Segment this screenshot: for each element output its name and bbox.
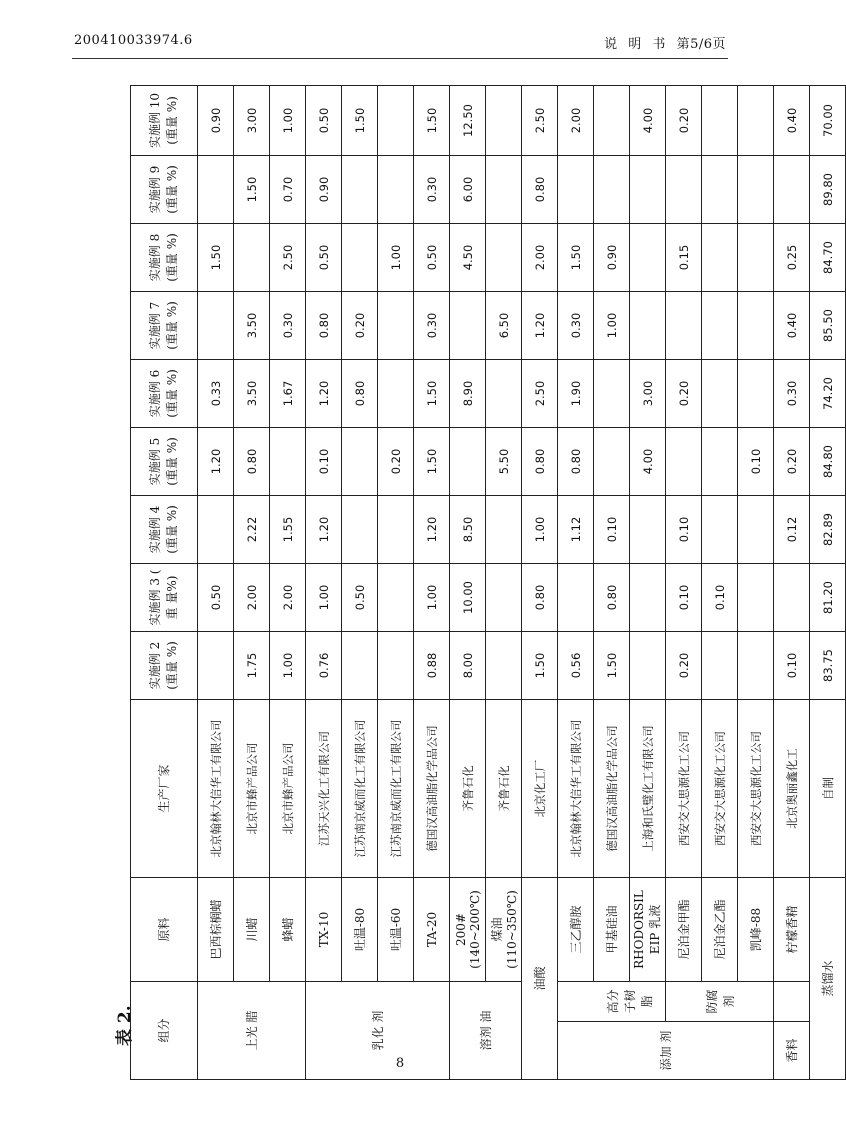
value-cell	[270, 427, 306, 495]
value-cell: 1.00	[414, 563, 450, 631]
value-cell: 3.50	[234, 359, 270, 427]
value-cell: 3.00	[630, 359, 666, 427]
material-cell: 柠檬香精	[774, 877, 810, 981]
value-cell: 0.10	[306, 427, 342, 495]
manufacturer-cell: 齐鲁石化	[486, 699, 522, 877]
value-cell: 1.50	[414, 359, 450, 427]
value-cell: 0.10	[666, 495, 702, 563]
value-cell: 8.90	[450, 359, 486, 427]
page-header-right: 说 明 书 第5/6页	[604, 37, 726, 52]
value-cell: 4.50	[450, 223, 486, 291]
header-example-9: 实施例 9 (重量 %)	[131, 155, 198, 223]
table-row	[270, 85, 306, 1079]
table-row	[774, 85, 810, 1079]
value-cell: 0.80	[558, 427, 594, 495]
value-cell: 74.20	[810, 359, 846, 427]
value-cell: 0.70	[270, 155, 306, 223]
material-cell: 200#(140~200℃)	[450, 877, 486, 981]
value-cell: 1.20	[306, 495, 342, 563]
table-header-row	[131, 85, 198, 1079]
value-cell: 81.20	[810, 563, 846, 631]
value-cell: 1.50	[342, 85, 378, 155]
value-cell: 0.50	[342, 563, 378, 631]
value-cell	[738, 631, 774, 699]
value-cell	[486, 631, 522, 699]
value-cell: 0.90	[306, 155, 342, 223]
manufacturer-cell: 江苏天兴化工有限公司	[306, 699, 342, 877]
value-cell	[630, 631, 666, 699]
value-cell: 0.15	[666, 223, 702, 291]
value-cell	[702, 223, 738, 291]
manufacturer-cell: 西安交大思源化工公司	[738, 699, 774, 877]
value-cell	[378, 291, 414, 359]
value-cell	[486, 359, 522, 427]
manufacturer-cell: 上海和氏璧化工有限公司	[630, 699, 666, 877]
value-cell	[378, 85, 414, 155]
value-cell	[630, 495, 666, 563]
value-cell: 4.00	[630, 427, 666, 495]
group-oleic-acid: 油酸	[522, 877, 558, 1079]
manufacturer-cell: 北京奥丽鑫化工	[774, 699, 810, 877]
manufacturer-cell: 西安交大思源化工公司	[702, 699, 738, 877]
value-cell	[774, 155, 810, 223]
manufacturer-cell: 北京市蜂产品公司	[234, 699, 270, 877]
manufacturer-cell: 北京翰林大信华工有限公司	[198, 699, 234, 877]
value-cell: 0.33	[198, 359, 234, 427]
subgroup-blank	[558, 981, 594, 1021]
manufacturer-cell: 北京翰林大信华工有限公司	[558, 699, 594, 877]
value-cell	[702, 85, 738, 155]
header-example-2: 实施例 2 (重量 %)	[131, 631, 198, 699]
value-cell: 0.80	[594, 563, 630, 631]
value-cell	[702, 427, 738, 495]
value-cell	[486, 563, 522, 631]
manufacturer-cell: 江苏南京威而化工有限公司	[342, 699, 378, 877]
value-cell: 0.25	[774, 223, 810, 291]
value-cell	[738, 495, 774, 563]
value-cell	[198, 155, 234, 223]
value-cell	[594, 85, 630, 155]
value-cell: 0.56	[558, 631, 594, 699]
value-cell: 0.80	[234, 427, 270, 495]
value-cell: 0.20	[342, 291, 378, 359]
value-cell: 2.50	[522, 359, 558, 427]
header-example-7: 实施例 7 (重量 %)	[131, 291, 198, 359]
material-cell: 尼泊金乙酯	[702, 877, 738, 981]
value-cell: 8.50	[450, 495, 486, 563]
value-cell	[342, 495, 378, 563]
material-cell: 吐温-80	[342, 877, 378, 981]
header-component: 组分	[131, 981, 198, 1079]
material-cell: TX-10	[306, 877, 342, 981]
header-example-3: 实施例 3 ( 重 量%)	[131, 563, 198, 631]
value-cell: 0.80	[342, 359, 378, 427]
value-cell	[666, 155, 702, 223]
group-additive: 添加 剂	[558, 1022, 774, 1080]
value-cell	[666, 427, 702, 495]
value-cell	[666, 291, 702, 359]
value-cell: 1.50	[522, 631, 558, 699]
value-cell: 8.00	[450, 631, 486, 699]
table-row	[342, 85, 378, 1079]
value-cell	[630, 563, 666, 631]
value-cell: 0.30	[270, 291, 306, 359]
material-cell: 尼泊金甲酯	[666, 877, 702, 981]
formulation-table	[130, 85, 846, 1080]
subgroup-polymer-resin: 高分 子树 脂	[594, 981, 666, 1021]
value-cell: 1.00	[594, 291, 630, 359]
value-cell: 1.00	[306, 563, 342, 631]
value-cell: 0.10	[738, 427, 774, 495]
value-cell	[198, 631, 234, 699]
value-cell	[594, 155, 630, 223]
material-cell: 三乙醇胺	[558, 877, 594, 981]
table-row	[702, 85, 738, 1079]
header-example-8: 实施例 8 (重量 %)	[131, 223, 198, 291]
value-cell: 1.50	[414, 427, 450, 495]
group-distilled-water: 蒸馏水	[810, 877, 846, 1079]
header-material: 原料	[131, 877, 198, 981]
value-cell: 2.00	[270, 563, 306, 631]
value-cell	[702, 359, 738, 427]
value-cell	[594, 427, 630, 495]
value-cell: 0.10	[666, 563, 702, 631]
value-cell: 4.00	[630, 85, 666, 155]
value-cell: 1.67	[270, 359, 306, 427]
value-cell: 0.50	[306, 223, 342, 291]
table-row	[414, 85, 450, 1079]
value-cell: 2.00	[558, 85, 594, 155]
value-cell: 70.00	[810, 85, 846, 155]
value-cell: 0.10	[702, 563, 738, 631]
value-cell: 1.20	[522, 291, 558, 359]
value-cell: 5.50	[486, 427, 522, 495]
value-cell: 1.00	[270, 631, 306, 699]
value-cell: 1.75	[234, 631, 270, 699]
manufacturer-cell: 自制	[810, 699, 846, 877]
value-cell	[738, 155, 774, 223]
value-cell: 0.76	[306, 631, 342, 699]
value-cell: 0.30	[414, 155, 450, 223]
value-cell	[630, 223, 666, 291]
group-polish-wax: 上光 腊	[198, 981, 306, 1079]
value-cell: 84.70	[810, 223, 846, 291]
manufacturer-cell: 西安交大思源化工公司	[666, 699, 702, 877]
header-rule	[72, 58, 728, 59]
value-cell	[702, 495, 738, 563]
value-cell	[630, 291, 666, 359]
table-caption: 表 2.	[115, 1005, 135, 1046]
value-cell	[450, 291, 486, 359]
material-cell: 凯峰-88	[738, 877, 774, 981]
value-cell	[702, 155, 738, 223]
value-cell: 2.50	[270, 223, 306, 291]
value-cell: 2.00	[522, 223, 558, 291]
value-cell	[774, 563, 810, 631]
value-cell: 1.50	[558, 223, 594, 291]
material-cell: RHODORSIL EIP 乳液	[630, 877, 666, 981]
manufacturer-cell: 德国汉高油脂化学品公司	[594, 699, 630, 877]
value-cell	[558, 563, 594, 631]
value-cell: 0.40	[774, 291, 810, 359]
value-cell	[738, 223, 774, 291]
material-cell: TA-20	[414, 877, 450, 981]
value-cell	[738, 85, 774, 155]
table-row	[522, 85, 558, 1079]
value-cell: 0.12	[774, 495, 810, 563]
value-cell	[378, 631, 414, 699]
value-cell: 6.00	[450, 155, 486, 223]
value-cell	[486, 495, 522, 563]
value-cell	[486, 223, 522, 291]
value-cell: 0.30	[774, 359, 810, 427]
value-cell: 0.20	[774, 427, 810, 495]
value-cell: 0.20	[666, 85, 702, 155]
header-example-6: 实施例 6 (重量 %)	[131, 359, 198, 427]
manufacturer-cell: 江苏南京威而化工有限公司	[378, 699, 414, 877]
manufacturer-cell: 北京化工厂	[522, 699, 558, 877]
table-row	[738, 85, 774, 1079]
value-cell	[594, 359, 630, 427]
value-cell	[342, 631, 378, 699]
header-example-10: 实施例 10 (重量 %)	[131, 85, 198, 155]
group-emulsifier: 乳化 剂	[306, 981, 450, 1079]
header-example-4: 实施例 4 (重量 %)	[131, 495, 198, 563]
value-cell: 1.50	[594, 631, 630, 699]
header-example-5: 实施例 5 (重量 %)	[131, 427, 198, 495]
value-cell: 0.50	[306, 85, 342, 155]
value-cell: 3.00	[234, 85, 270, 155]
value-cell	[198, 291, 234, 359]
table-row	[558, 85, 594, 1079]
group-solvent-oil: 溶剂 油	[450, 981, 522, 1079]
value-cell: 1.00	[522, 495, 558, 563]
value-cell	[450, 427, 486, 495]
material-cell: 吐温-60	[378, 877, 414, 981]
value-cell: 0.10	[594, 495, 630, 563]
value-cell	[342, 427, 378, 495]
material-cell: 甲基硅油	[594, 877, 630, 981]
value-cell	[738, 291, 774, 359]
value-cell: 2.50	[522, 85, 558, 155]
material-cell: 巴西棕榈蜡	[198, 877, 234, 981]
value-cell: 0.20	[666, 359, 702, 427]
value-cell: 0.90	[594, 223, 630, 291]
table-row	[234, 85, 270, 1079]
value-cell	[738, 563, 774, 631]
table-row	[486, 85, 522, 1079]
value-cell: 1.00	[270, 85, 306, 155]
value-cell: 1.20	[198, 427, 234, 495]
value-cell: 1.50	[414, 85, 450, 155]
value-cell	[486, 85, 522, 155]
value-cell: 1.12	[558, 495, 594, 563]
value-cell: 0.80	[522, 427, 558, 495]
table-row	[810, 85, 846, 1079]
value-cell: 10.00	[450, 563, 486, 631]
table-row	[594, 85, 630, 1079]
rotated-table-wrapper	[130, 90, 835, 1080]
value-cell: 0.88	[414, 631, 450, 699]
table-row	[198, 85, 234, 1079]
value-cell	[486, 155, 522, 223]
subgroup-preservative: 防腐 剂	[666, 981, 774, 1021]
value-cell	[558, 155, 594, 223]
table-row	[450, 85, 486, 1079]
material-cell: 川蜡	[234, 877, 270, 981]
value-cell: 1.50	[234, 155, 270, 223]
value-cell: 82.89	[810, 495, 846, 563]
value-cell: 0.90	[198, 85, 234, 155]
value-cell	[198, 495, 234, 563]
value-cell: 1.50	[198, 223, 234, 291]
value-cell: 0.80	[306, 291, 342, 359]
value-cell	[738, 359, 774, 427]
table-row	[378, 85, 414, 1079]
value-cell: 1.55	[270, 495, 306, 563]
manufacturer-cell: 北京市蜂产品公司	[270, 699, 306, 877]
value-cell: 12.50	[450, 85, 486, 155]
value-cell: 1.00	[378, 223, 414, 291]
manufacturer-cell: 齐鲁石化	[450, 699, 486, 877]
header-manufacturer: 生产厂家	[131, 699, 198, 877]
value-cell: 1.90	[558, 359, 594, 427]
value-cell: 0.50	[198, 563, 234, 631]
table-row	[630, 85, 666, 1079]
material-cell: 蜂蜡	[270, 877, 306, 981]
value-cell: 2.22	[234, 495, 270, 563]
value-cell: 0.20	[378, 427, 414, 495]
value-cell	[630, 155, 666, 223]
material-cell: 煤油 (110~350℃)	[486, 877, 522, 981]
value-cell: 6.50	[486, 291, 522, 359]
value-cell: 0.80	[522, 155, 558, 223]
value-cell: 0.50	[414, 223, 450, 291]
value-cell	[378, 495, 414, 563]
value-cell: 84.80	[810, 427, 846, 495]
value-cell: 1.20	[306, 359, 342, 427]
value-cell	[378, 563, 414, 631]
value-cell: 0.10	[774, 631, 810, 699]
value-cell	[378, 359, 414, 427]
value-cell: 0.20	[666, 631, 702, 699]
value-cell: 89.80	[810, 155, 846, 223]
manufacturer-cell: 德国汉高油脂化学品公司	[414, 699, 450, 877]
value-cell: 1.20	[414, 495, 450, 563]
value-cell	[378, 155, 414, 223]
patent-number: 200410033974.6	[74, 33, 193, 48]
value-cell: 0.80	[522, 563, 558, 631]
value-cell	[702, 631, 738, 699]
page-number: 8	[395, 1056, 405, 1071]
value-cell: 2.00	[234, 563, 270, 631]
value-cell: 0.30	[414, 291, 450, 359]
value-cell	[342, 223, 378, 291]
value-cell: 85.50	[810, 291, 846, 359]
group-fragrance: 香料	[774, 1022, 810, 1080]
value-cell: 0.30	[558, 291, 594, 359]
value-cell: 83.75	[810, 631, 846, 699]
value-cell: 0.40	[774, 85, 810, 155]
subgroup-blank	[774, 981, 810, 1021]
value-cell	[342, 155, 378, 223]
value-cell	[234, 223, 270, 291]
table-row	[666, 85, 702, 1079]
value-cell	[702, 291, 738, 359]
value-cell: 3.50	[234, 291, 270, 359]
table-row	[306, 85, 342, 1079]
